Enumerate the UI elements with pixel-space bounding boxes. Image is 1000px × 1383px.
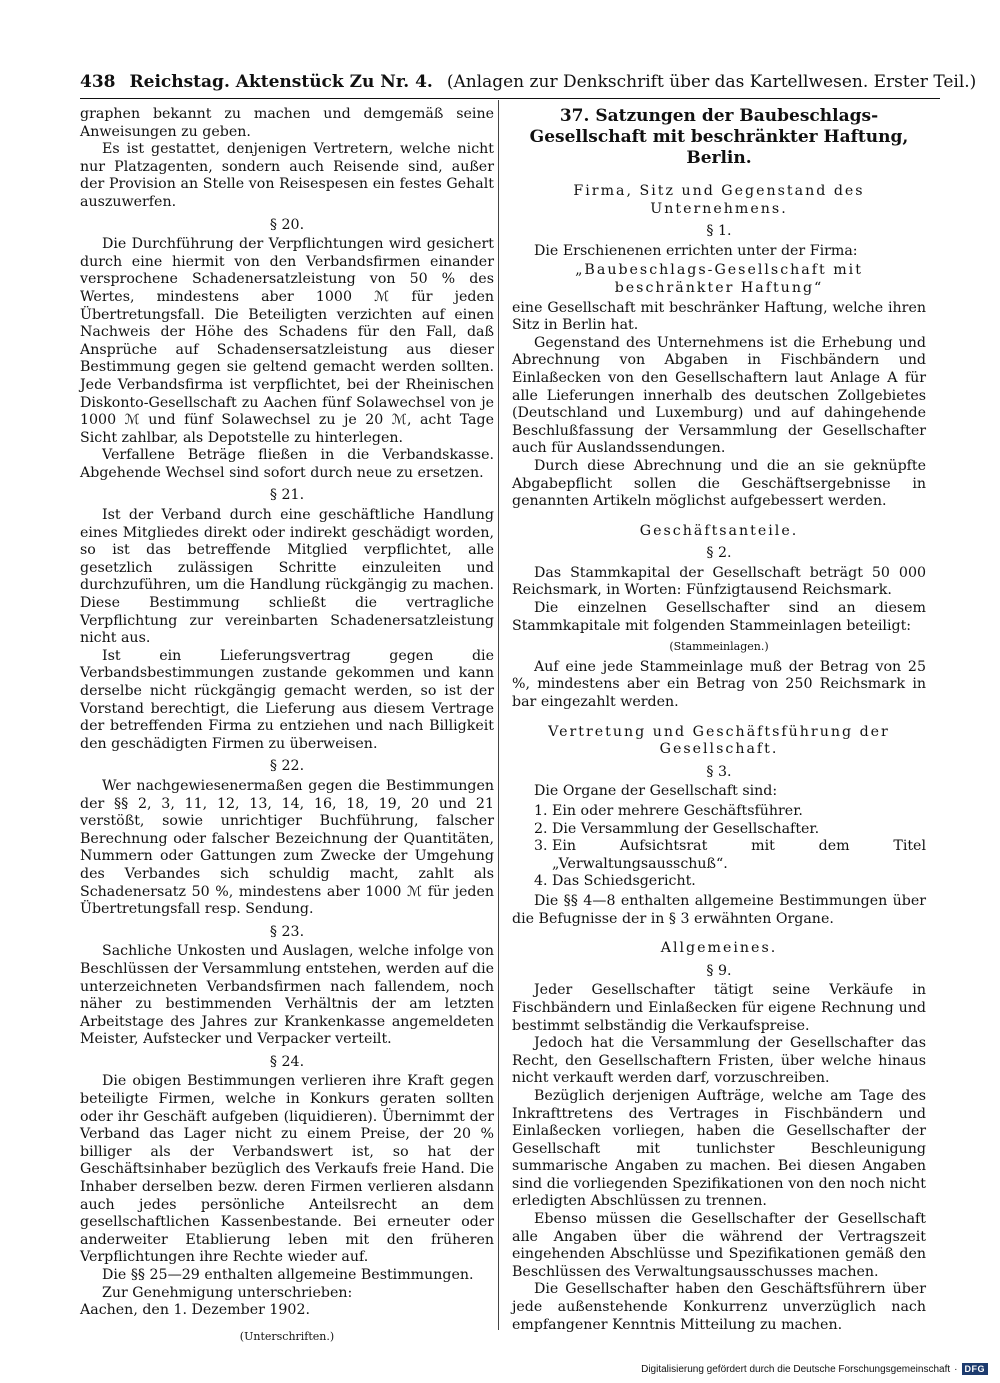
paragraph: Die Durchführung der Verpflichtungen wird gesichert durch eine hiermit von den Verbandsfirmen einander versprochene Schadenersatzleistung von 50 % des Wertes, mindestens aber 1000 ℳ für jeden Übertretungsfall. Die Beteiligten verzichten auf einen Nachweis der Höhe des Schadens für den Fall, daß Ansprüche auf Schadensersatzleistung aus dieser Bestimmung gegen sie geltend gemacht werden sollten. Jede Verbandsfirma ist verpflichtet, bei der Rheinischen Diskonto-Gesellschaft zu Aachen fünf Solawechsel von je 1000 ℳ und fünf Solawechsel zu je 20 ℳ, acht Tage Sicht zahlbar, als Depotstelle zu hinterlegen. [80, 236, 494, 446]
paragraph: Bezüglich derjenigen Aufträge, welche am Tage des Inkrafttretens des Vertrages in Fischbändern und Einlaßecken vorliegen, haben die Gesellschafter der Gesellschaft mit tunlichster Beschleunigung summarische Angaben zu machen. Bei diesen Angaben sind die vorliegenden Spezifikationen von den noch nicht erledigten Abschlüssen zu trennen. [512, 1087, 926, 1210]
organs-list [534, 803, 926, 891]
section-number: § 24. [269, 1053, 305, 1070]
right-column [512, 106, 926, 1334]
list-item: 4. Das Schiedsgericht. [534, 873, 696, 890]
paragraph: Die §§ 25—29 enthalten allgemeine Bestimmungen. [102, 1267, 474, 1283]
paragraph: Sachliche Unkosten und Auslagen, welche infolge von Beschlüssen der Versammlung entstehen, werden auf die unterzeichneten Verbandsfirmen nach fallendem, noch näher zu bestimmenden Verhältnis der am letzten Arbeitstage des Jahres zur Krankenkasse angemeldeten Meister, Aufstecker und Verpacker verteilt. [80, 943, 494, 1048]
section-number: § 3. [706, 763, 732, 780]
company-name: „Baubeschlags-Gesellschaft mit beschränkter Haftung“ [575, 262, 863, 296]
header-subtitle: (Anlagen zur Denkschrift über das Kartellwesen. Erster Teil.) [446, 72, 977, 92]
paragraph: Ebenso müssen die Gesellschafter der Gesellschaft alle Angaben über die während der Vertragszeit eingehenden Abschlüsse und Spezifikationen gemäß den Beschlüssen des Verwaltungsausschusses machen. [512, 1211, 926, 1280]
dfg-logo-icon: DFG [962, 1363, 989, 1375]
paragraph: Auf eine jede Stammeinlage muß der Betrag von 25 %, mindestens aber ein Betrag von 250 Reichsmark in bar eingezahlt werden. [512, 658, 926, 711]
document-heading: 37. Satzungen der Baubeschlags-Gesellschaft mit beschränkter Haftung, Berlin. [529, 106, 909, 168]
paragraph: Jedoch hat die Versammlung der Gesellschafter das Recht, den Gesellschaftern Fristen, über welche hinaus nicht verkauft werden darf, vorzuschreiben. [512, 1035, 926, 1087]
section-number: § 23. [269, 923, 305, 940]
paragraph: Durch diese Abrechnung und die an sie geknüpfte Abgabepflicht sollen die Geschäftsergebnisse in genannten Artikeln möglichst aufgebessert werden. [512, 457, 926, 510]
paragraph: Das Stammkapital der Gesellschaft beträgt 50 000 Reichsmark, in Worten: Fünfzigtausend Reichsmark. [512, 564, 926, 599]
signature-lead: Zur Genehmigung unterschrieben: [102, 1284, 353, 1301]
paragraph: Ist ein Lieferungsvertrag gegen die Verbandsbestimmungen zustande gekommen und kann derselbe nicht rückgängig gemacht werden, so ist der Vorstand berechtigt, die Lieferung aus diesem Vertrage der betreffenden Firma zu entziehen und nach Billigkeit den geschädigten Firmen zu überweisen. [80, 647, 494, 752]
paragraph: Jeder Gesellschafter tätigt seine Verkäufe in Fischbändern und Einlaßecken für eigene Rechnung und bestimmt selbständig die Verkaufspreise. [512, 982, 926, 1034]
paragraph: Wer nachgewiesenermaßen gegen die Bestimmungen der §§ 2, 3, 11, 12, 13, 14, 16, 18, 19, 20 und 21 verstößt, sowie unrichtiger Buchführung, falscher Berechnung oder falscher Bezeichnung der Quantitäten, Nummern oder Gattungen zum Zwecke der Umgehung des Verbandes sich schuldig macht, zahlt als Schadenersatz 50 %, mindestens aber 1000 ℳ für jeden Übertretungsfall resp. Sendung. [80, 777, 494, 918]
paragraph: eine Gesellschaft mit beschränker Haftung, welche ihren Sitz in Berlin hat. [512, 299, 926, 334]
section-heading: Geschäftsanteile. [639, 522, 799, 539]
paragraph: Verfallene Beträge fließen in die Verbandskasse. Abgehende Wechsel sind sofort durch neue zu ersetzen. [80, 447, 494, 481]
footer-credit: Digitalisierung gefördert durch die Deutsche Forschungsgemeinschaft · DFG [641, 1363, 988, 1375]
column-divider [498, 100, 499, 1330]
section-number: § 9. [706, 962, 732, 979]
footer-text: Digitalisierung gefördert durch die Deutsche Forschungsgemeinschaft [641, 1363, 951, 1375]
section-number: § 2. [706, 545, 732, 562]
place-date: Aachen, den 1. Dezember 1902. [80, 1302, 310, 1319]
paragraph: Die Organe der Gesellschaft sind: [534, 783, 778, 800]
paragraph: Die obigen Bestimmungen verlieren ihre Kraft gegen beteiligte Firmen, welche in Konkurs geraten sollten oder ihr Geschäft aufgeben (liquidieren). Übernimmt der Verband das Lager nicht zu einem Preise, der 20 % billiger als der Verbandswert ist, so hat der Geschäftsinhaber bezüglich des Verkaufs freie Hand. Die Inhaber derselben bezw. deren Firmen verlieren alsdann auch jedes persönliche Anteilsrecht an dem gesellschaftlichen Kassenbestande. Bei erneuter oder anderweiter Etablierung leben mit den früheren Verpflichtungen ihre Rechte wieder auf. [80, 1073, 494, 1266]
page-header [80, 58, 977, 99]
list-item: 2. Die Versammlung der Gesellschafter. [534, 820, 820, 837]
signatures-note: (Unterschriften.) [239, 1329, 335, 1343]
paragraph: graphen bekannt zu machen und demgemäß seine Anweisungen zu geben. [80, 106, 494, 140]
section-number: § 1. [706, 223, 732, 240]
paragraph: Gegenstand des Unternehmens ist die Erhebung und Abrechnung von Abgaben in Fischbändern und Einlaßecken von den Gesellschaftern laut Anlage A für alle Lieferungen innerhalb des deutschen Zollgebietes (Deutschland und Luxemburg) und auf dahingehende Beschlußfassung der Versammlung der Gesellschafter auch für Auslandssendungen. [512, 334, 926, 457]
section-number: § 20. [269, 216, 305, 233]
left-column [80, 106, 494, 1345]
section-heading: Firma, Sitz und Gegenstand des Unternehmens. [573, 183, 865, 217]
list-item: 3. Ein Aufsichtsrat mit dem Titel „Verwaltungsausschuß“. [534, 838, 926, 872]
section-number: § 22. [269, 758, 305, 775]
list-item: 1. Ein oder mehrere Geschäftsführer. [534, 803, 803, 819]
section-heading: Vertretung und Geschäftsführung der Gesellschaft. [548, 723, 890, 758]
header-title: Reichstag. Aktenstück Zu Nr. 4. [129, 72, 433, 92]
paragraph: Die §§ 4—8 enthalten allgemeine Bestimmungen über die Befugnisse der in § 3 erwähnten Organe. [512, 892, 926, 927]
paragraph: Die Erschienenen errichten unter der Firma: [534, 242, 858, 259]
page-number: 438 [80, 72, 116, 92]
section-heading: Allgemeines. [660, 940, 778, 957]
section-number: § 21. [269, 487, 305, 504]
paragraph: Ist der Verband durch eine geschäftliche Handlung eines Mitgliedes direkt oder indirekt geschädigt worden, so ist das betreffende Mitglied verpflichtet, alle gesetzlich zulässigen Schritte einzuleiten und durchzuführen, um die Handlung rückgängig zu machen. Diese Bestimmung schließt die vertragliche Verpflichtung zur vereinbarten Schadenersatzleistung nicht aus. [80, 507, 494, 647]
stammeinlagen-note: (Stammeinlagen.) [669, 640, 769, 654]
paragraph: Die einzelnen Gesellschafter sind an diesem Stammkapitale mit folgenden Stammeinlagen beteiligt: [512, 600, 926, 634]
paragraph: Die Gesellschafter haben den Geschäftsführern über jede außenstehende Konkurrenz unverzüglich nach empfangener Kenntnis Mitteilung zu machen. [512, 1281, 926, 1333]
paragraph: Es ist gestattet, denjenigen Vertretern, welche nicht nur Platzagenten, sondern auch Reisende sind, außer der Provision an Stelle von Reisespesen ein festes Gehalt auszuwerfen. [80, 141, 494, 210]
